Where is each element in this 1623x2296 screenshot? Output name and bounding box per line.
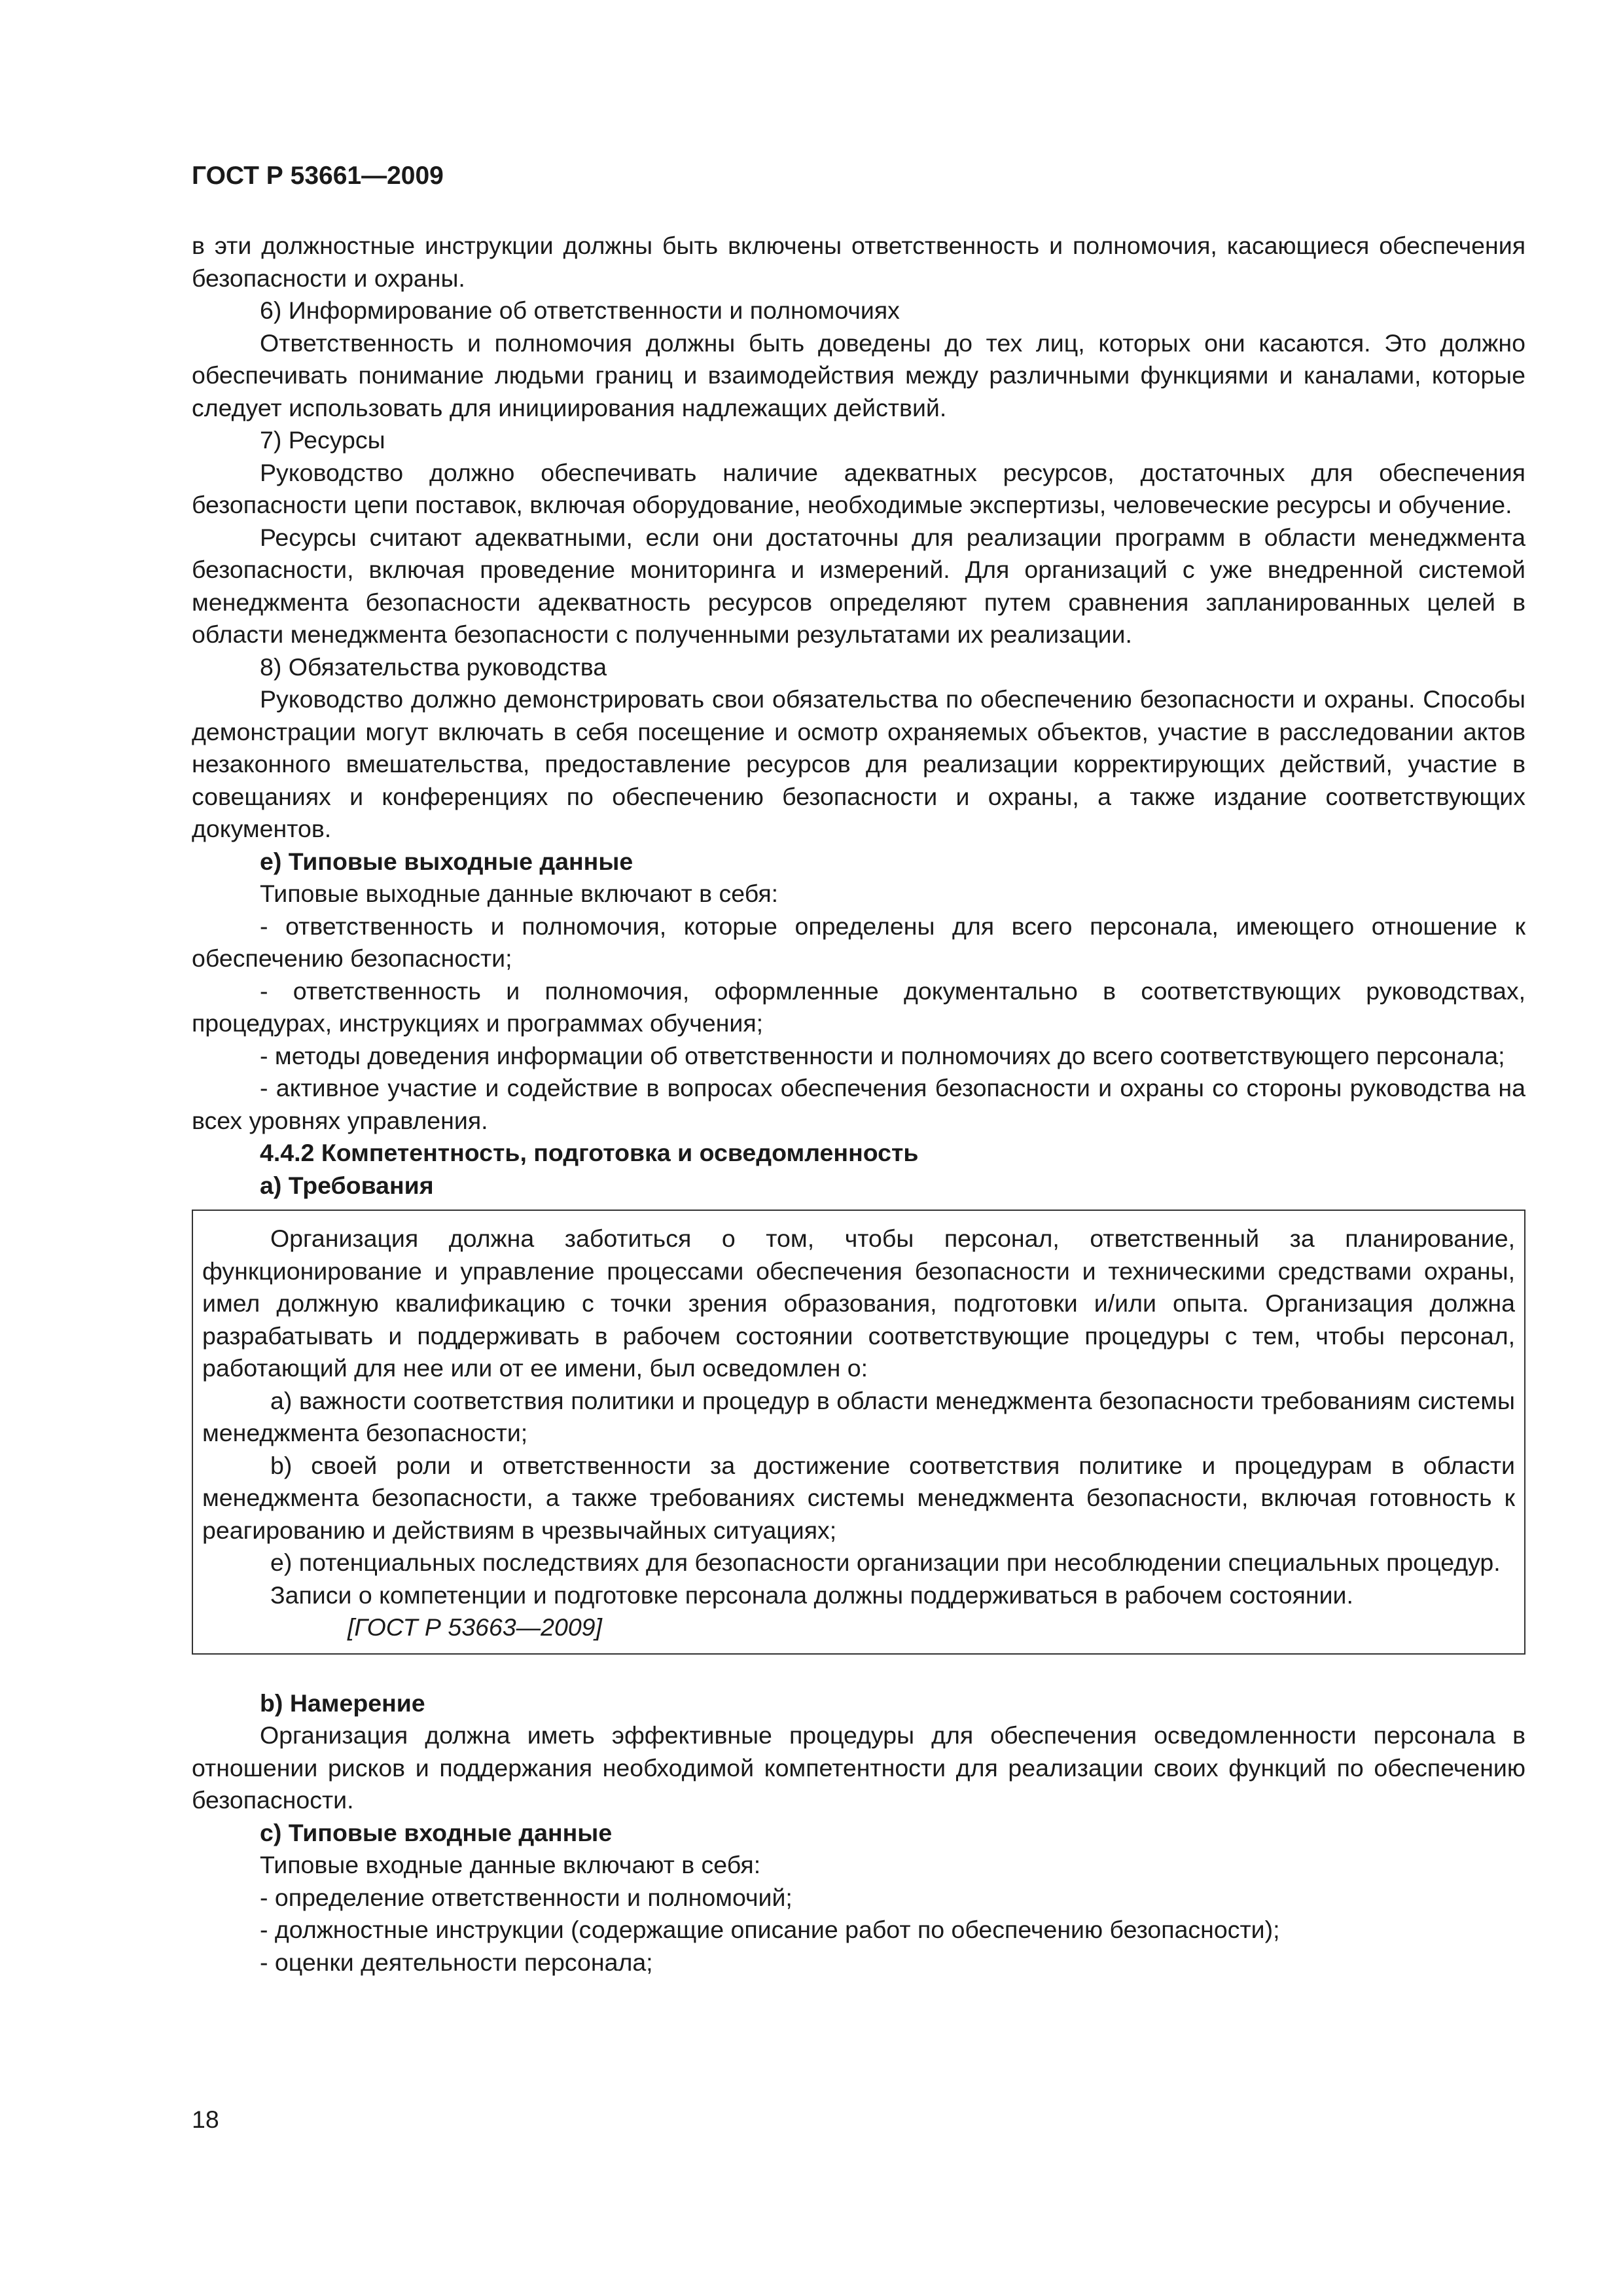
paragraph: Записи о компетенции и подготовке персонала должны поддерживаться в рабочем состоянии.	[270, 1581, 1353, 1609]
paragraph: - определение ответственности и полномочий;	[260, 1883, 793, 1911]
paragraph: - ответственность и полномочия, которые определены для всего персонала, имеющего отношение к обеспечению безопасности;	[192, 912, 1525, 972]
requirements-box-paragraphs	[202, 1223, 1515, 1611]
paragraph: e) потенциальных последствиях для безопасности организации при несоблюдении специальных процедур.	[270, 1549, 1501, 1576]
paragraph: - оценки деятельности персонала;	[260, 1948, 653, 1976]
paragraphs-bottom	[192, 1687, 1525, 1979]
paragraph: - методы доведения информации об ответственности и полномочиях до всего соответствующего персонала;	[260, 1041, 1505, 1069]
paragraph: e) Типовые выходные данные	[260, 847, 633, 875]
requirements-box	[192, 1210, 1525, 1655]
paragraph: Ответственность и полномочия должны быть доведены до тех лиц, которых они касаются. Это должно обеспечивать понимание людьми границ и взаимодействия между различными функциями и каналами, которые следует использовать для инициирования надлежащих действий.	[192, 329, 1525, 422]
paragraph: 6) Информирование об ответственности и полномочиях	[260, 296, 900, 324]
paragraph: 8) Обязательства руководства	[260, 653, 607, 681]
paragraph: Ресурсы считают адекватными, если они достаточны для реализации программ в области менеджмента безопасности, включая проведение мониторинга и измерений. Для организаций с уже внедренной системой менеджмента безопасности адекватность ресурсов определяют путем сравнения запланированных целей в области менеджмента безопасности с полученными результатами их реализации.	[192, 523, 1525, 648]
paragraph: - активное участие и содействие в вопросах обеспечения безопасности и охраны со стороны руководства на всех уровнях управления.	[192, 1074, 1525, 1134]
paragraphs-top	[192, 230, 1525, 1202]
paragraph: Руководство должно демонстрировать свои обязательства по обеспечению безопасности и охраны. Способы демонстрации могут включать в себя посещение и осмотр охраняемых объектов, участие в расследовании актов незаконного вмешательства, предоставление ресурсов для реализации корректирующих действий, участие в совещаниях и конференциях по обеспечению безопасности и охраны, а также издание соответствующих документов.	[192, 685, 1525, 842]
paragraph: 7) Ресурсы	[260, 426, 385, 454]
paragraph: a) важности соответствия политики и процедур в области менеджмента безопасности требованиям системы менеджмента безопасности;	[202, 1386, 1515, 1446]
paragraph: a) Требования	[260, 1171, 434, 1199]
paragraph: c) Типовые входные данные	[260, 1818, 613, 1846]
document-body	[192, 230, 1525, 1979]
paragraph: Организация должна иметь эффективные процедуры для обеспечения осведомленности персонала в отношении рисков и поддержания необходимой компетентности для реализации своих функций по обеспечению безопасности.	[192, 1721, 1525, 1814]
paragraph: в эти должностные инструкции должны быть включены ответственность и полномочия, касающиеся обеспечения безопасности и охраны.	[192, 232, 1525, 292]
paragraph: Типовые выходные данные включают в себя:	[260, 880, 779, 907]
paragraph: b) Намерение	[260, 1689, 425, 1717]
paragraph: Типовые входные данные включают в себя:	[260, 1851, 761, 1878]
paragraph: Руководство должно обеспечивать наличие адекватных ресурсов, достаточных для обеспечения безопасности цепи поставок, включая оборудование, необходимые экспертизы, человеческие ресурсы и обучение.	[192, 458, 1525, 518]
paragraph: b) своей роли и ответственности за достижение соответствия политике и процедурам в области менеджмента безопасности, а также требованиях системы менеджмента безопасности, включая готовность к реагированию и действиям в чрезвычайных ситуациях;	[202, 1451, 1515, 1544]
paragraph: Организация должна заботиться о том, чтобы персонал, ответственный за планирование, функционирование и управление процессами обеспечения безопасности и техническими средствами охраны, имел должную квалификацию с точки зрения образования, подготовки и/или опыта. Организация должна разрабатывать и поддерживать в рабочем состоянии соответствующие процедуры с тем, чтобы персонал, работающий для нее или от ее имени, был осведомлен о:	[202, 1225, 1515, 1382]
standard-reference: [ГОСТ Р 53663—2009]	[348, 1613, 602, 1641]
document-header-id: ГОСТ Р 53661—2009	[192, 162, 444, 190]
paragraph: - должностные инструкции (содержащие описание работ по обеспечению безопасности);	[260, 1916, 1280, 1943]
paragraph: - ответственность и полномочия, оформленные документально в соответствующих руководствах, процедурах, инструкциях и программах обучения;	[192, 977, 1525, 1037]
page-number: 18	[192, 2106, 219, 2133]
paragraph: 4.4.2 Компетентность, подготовка и осведомленность	[260, 1139, 919, 1166]
